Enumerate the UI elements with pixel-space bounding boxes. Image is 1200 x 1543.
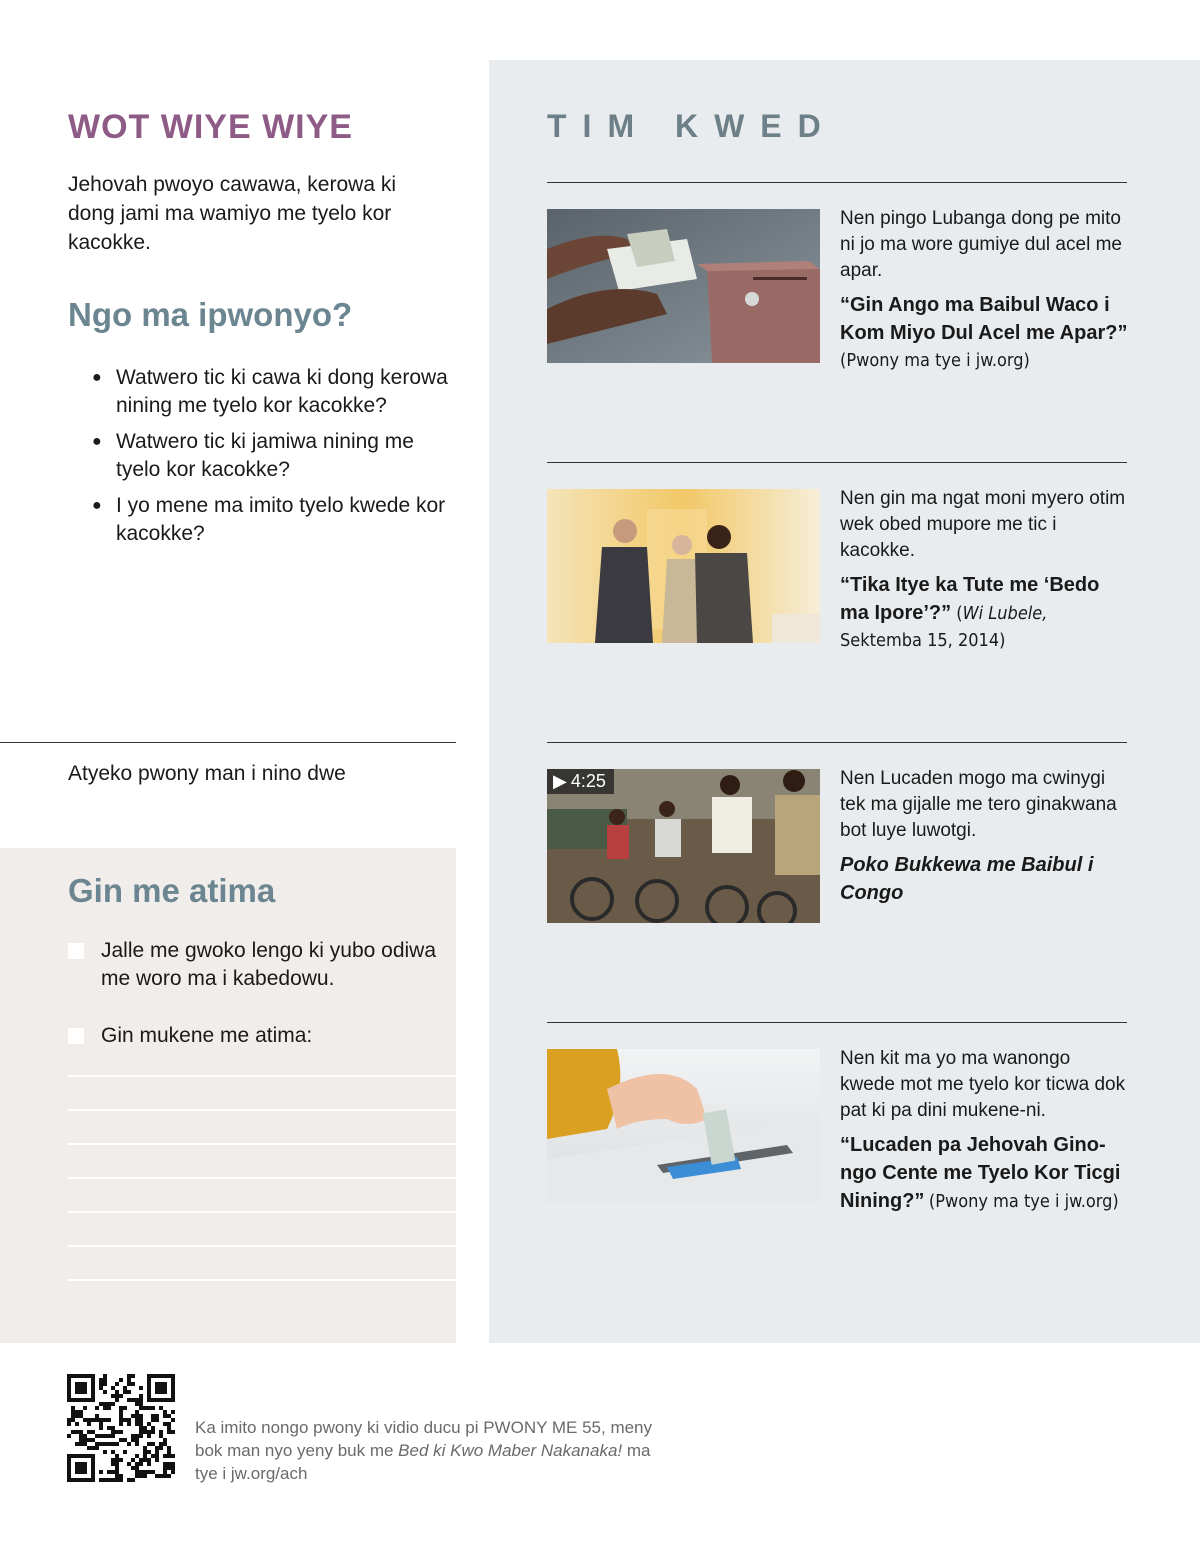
writing-line[interactable] xyxy=(68,1245,456,1247)
divider xyxy=(547,1022,1127,1023)
resource-title-link[interactable]: “Lucaden pa Jehovah Ginongo Cente me Tyelo Kor Ticgi Nining?” xyxy=(840,1134,1121,1212)
review-question: ● Watwero tic ki jamiwa nining me tyelo kor kacokke? xyxy=(92,430,414,481)
goals-panel xyxy=(0,848,456,1343)
writing-line[interactable] xyxy=(68,1211,456,1213)
video-duration-badge: ▶ 4:25 xyxy=(547,769,614,794)
resource-image-donation[interactable] xyxy=(547,209,820,363)
goals-title: Gin me atima xyxy=(68,872,276,909)
review-question: ● I yo mene ma imito tyelo kwede kor kacokke? xyxy=(92,494,446,545)
footer-note: Ka imito nongo pwony ki vidio ducu pi PWONY ME 55, meny bok man nyo yeny buk me Bed ki Kwo Maber Nakanaka! ma tye i jw.org/ach xyxy=(195,1418,653,1483)
writing-line[interactable] xyxy=(68,1109,456,1111)
resource-item: Nen kit ma yo ma wanongo kwede mot me tyelo kor ticwa dok pat ki pa dini mukene-ni. “Lucaden pa Jehovah Ginongo Cente me Tyelo Kor Ticgi Nining?” (Pwony ma tye i jw.org) xyxy=(840,1048,1126,1212)
explore-title: TIM KWED xyxy=(547,108,837,144)
writing-line[interactable] xyxy=(68,1075,456,1077)
resource-item: Nen pingo Lubanga dong pe mito ni jo ma wore gumiye dul acel me apar. “Gin Ango ma Baibul Waco i Kom Miyo Dul Acel me Apar?” (Pwony ma tye i jw.org) xyxy=(840,208,1128,371)
divider xyxy=(0,742,456,743)
writing-line[interactable] xyxy=(68,1143,456,1145)
writing-line[interactable] xyxy=(68,1177,456,1179)
checkbox[interactable] xyxy=(68,1028,84,1044)
review-title: Ngo ma ipwonyo? xyxy=(68,296,353,333)
resource-image-donation-slot[interactable] xyxy=(547,1049,820,1203)
divider xyxy=(547,462,1127,463)
resource-item: Nen gin ma ngat moni myero otim wek obed mupore me tic i kacokke. “Tika Itye ka Tute me ‘Bedo ma Ipore’?” (Wi Lubele, Sektemba 15, 2014) xyxy=(840,488,1126,651)
qr-code[interactable] xyxy=(67,1374,175,1482)
bullet-icon: ● xyxy=(92,497,102,514)
goal-item-other[interactable]: Gin mukene me atima: xyxy=(68,1022,448,1050)
resource-video-thumbnail[interactable] xyxy=(547,769,820,923)
completion-date-label: Atyeko pwony man i nino dwe xyxy=(68,762,346,785)
resource-title-link[interactable]: Poko Bukkewa me Baibul i Congo xyxy=(840,854,1094,904)
bullet-icon: ● xyxy=(92,433,102,450)
checkbox[interactable] xyxy=(68,943,84,959)
review-question: ● Watwero tic ki cawa ki dong kerowa nining me tyelo kor kacokke? xyxy=(92,366,448,417)
play-icon: ▶ xyxy=(553,771,567,791)
resource-title-link[interactable]: “Gin Ango ma Baibul Waco i Kom Miyo Dul Acel me Apar?” xyxy=(840,294,1128,344)
divider xyxy=(547,182,1127,183)
bullet-icon: ● xyxy=(92,369,102,386)
divider xyxy=(547,742,1127,743)
resource-item: Nen Lucaden mogo ma cwinygi tek ma gijalle me tero ginakwana bot luye luwotgi. Poko Bukkewa me Baibul i Congo xyxy=(840,768,1117,904)
review-questions xyxy=(92,364,452,556)
writing-line[interactable] xyxy=(68,1279,456,1281)
summary-title: WOT WIYE WIYE xyxy=(68,108,353,146)
summary-text: Jehovah pwoyo cawawa, kerowa ki dong jami ma wamiyo me tyelo kor kacokke. xyxy=(68,173,397,254)
resource-title-link[interactable]: “Tika Itye ka Tute me ‘Bedo ma Ipore’?” xyxy=(840,574,1100,624)
goal-item[interactable]: Jalle me gwoko lengo ki yubo odiwa me woro ma i kabedowu. xyxy=(68,937,448,993)
resource-image-men[interactable] xyxy=(547,489,820,643)
